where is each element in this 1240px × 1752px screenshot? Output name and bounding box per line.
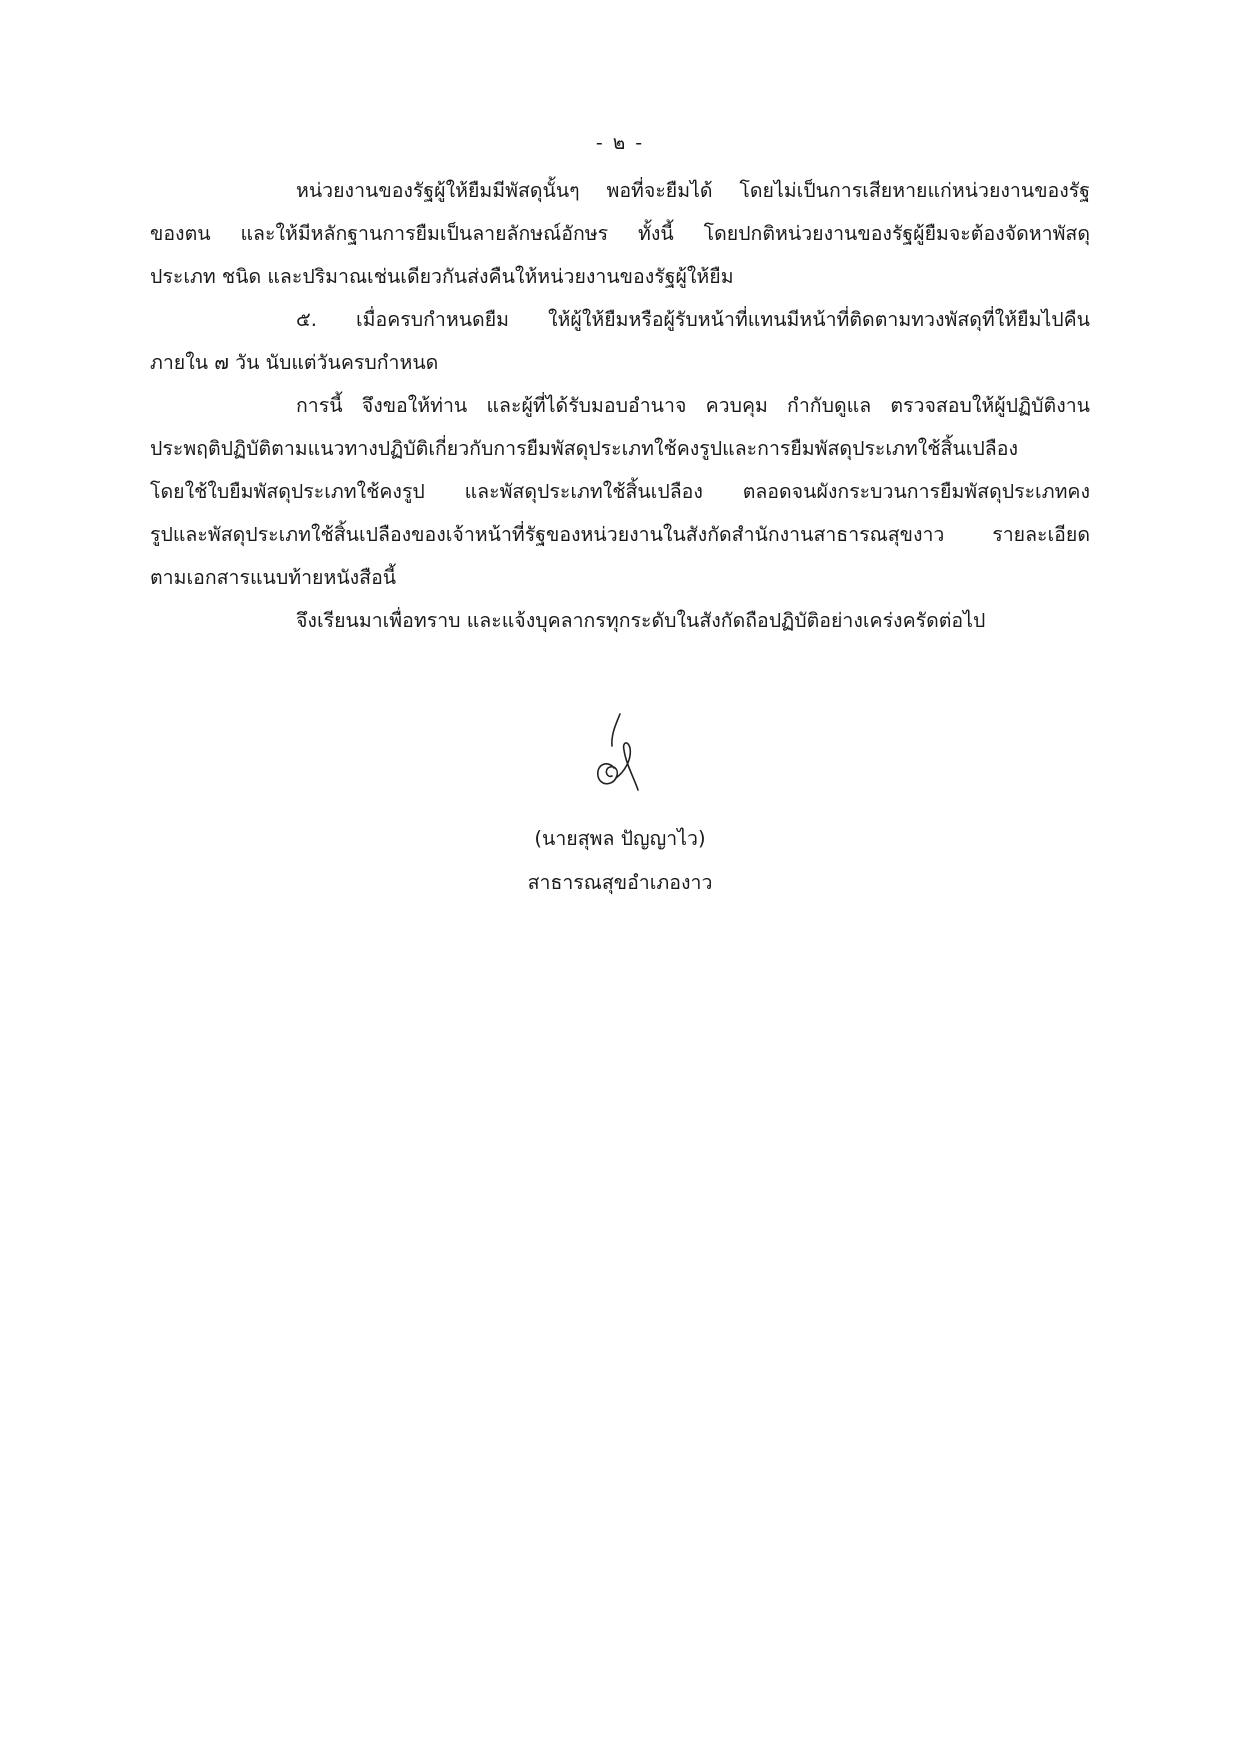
paragraph-3-line-1: การนี้ จึงขอให้ท่าน และผู้ที่ได้รับมอบอำนาจ ควบคุม กำกับดูแล ตรวจสอบให้ผู้ปฏิบัติงาน: [296, 394, 1090, 417]
page-number: - ๒ -: [595, 132, 645, 154]
signer-title: สาธารณสุขอำเภองาว: [527, 871, 713, 894]
signer-name: (นายสุพล ปัญญาไว): [534, 827, 706, 850]
handwritten-signature: [578, 712, 658, 802]
paragraph-3-line-5: ตามเอกสารแนบท้ายหนังสือนี้: [150, 566, 397, 589]
paragraph-1-line-2: ของตน และให้มีหลักฐานการยืมเป็นลายลักษณ์อักษร ทั้งนี้ โดยปกติหน่วยงานของรัฐผู้ยืมจะต้องจัดหาพัสดุ: [150, 222, 1090, 245]
paragraph-3-line-2: ประพฤติปฏิบัติตามแนวทางปฏิบัติเกี่ยวกับการยืมพัสดุประเภทใช้คงรูปและการยืมพัสดุประเภทใช้สิ้นเปลือง: [150, 437, 1018, 460]
paragraph-3-line-4: รูปและพัสดุประเภทใช้สิ้นเปลืองของเจ้าหน้าที่รัฐของหน่วยงานในสังกัดสำนักงานสาธารณสุขงาว รายละเอียด: [150, 523, 1090, 546]
paragraph-1-line-1: หน่วยงานของรัฐผู้ให้ยืมมีพัสดุนั้นๆ พอที่จะยืมได้ โดยไม่เป็นการเสียหายแก่หน่วยงานของรัฐ: [296, 179, 1090, 202]
paragraph-2-line-2: ภายใน ๗ วัน นับแต่วันครบกำหนด: [150, 351, 439, 374]
paragraph-2-line-1: ๕. เมื่อครบกำหนดยืม ให้ผู้ให้ยืมหรือผู้รับหน้าที่แทนมีหน้าที่ติดตามทวงพัสดุที่ให้ยืมไปคืน: [296, 308, 1090, 331]
paragraph-4-line-1: จึงเรียนมาเพื่อทราบ และแจ้งบุคลากรทุกระดับในสังกัดถือปฏิบัติอย่างเคร่งครัดต่อไป: [296, 609, 986, 632]
paragraph-1-line-3: ประเภท ชนิด และปริมาณเช่นเดียวกันส่งคืนให้หน่วยงานของรัฐผู้ให้ยืม: [150, 265, 734, 288]
paragraph-3-line-3: โดยใช้ใบยืมพัสดุประเภทใช้คงรูป และพัสดุประเภทใช้สิ้นเปลือง ตลอดจนผังกระบวนการยืมพัสดุประเภทคง: [150, 480, 1090, 503]
